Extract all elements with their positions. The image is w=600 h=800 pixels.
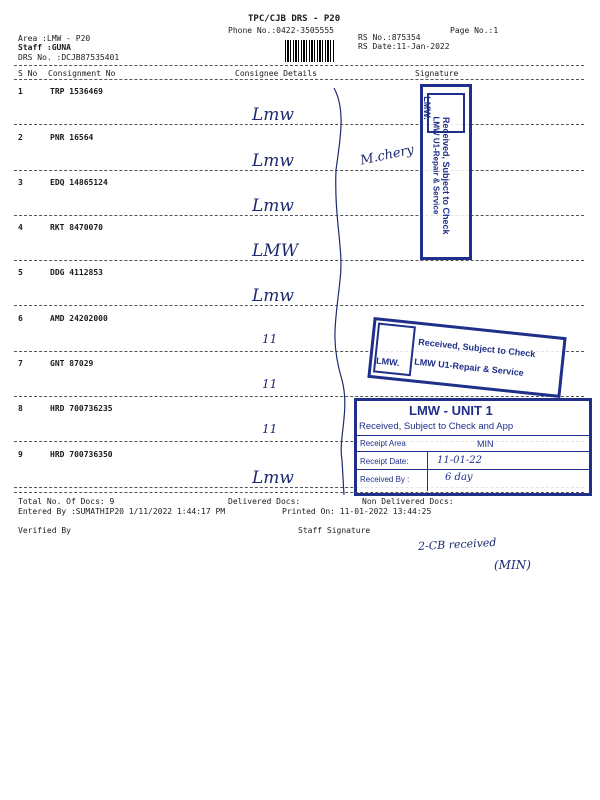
row-consignment: EDQ 14865124 bbox=[50, 178, 108, 187]
row-sno: 7 bbox=[18, 359, 23, 368]
row-handwritten-mark: 11 bbox=[262, 332, 278, 346]
row-handwritten-mark: LMW bbox=[252, 241, 299, 261]
document-title: TPC/CJB DRS - P20 bbox=[248, 14, 341, 24]
row-consignment: HRD 700736350 bbox=[50, 450, 113, 459]
row-consignment: AMD 24202000 bbox=[50, 314, 108, 323]
row-consignment: PNR 16564 bbox=[50, 133, 94, 142]
receipt-date-value: 11-01-22 bbox=[437, 455, 482, 466]
row-sno: 9 bbox=[18, 450, 23, 459]
row-handwritten-mark: 11 bbox=[262, 377, 278, 391]
row-divider bbox=[14, 305, 584, 306]
row-sno: 8 bbox=[18, 404, 23, 413]
row-handwritten-mark: 11 bbox=[262, 422, 278, 436]
row-consignment: RKT 8470070 bbox=[50, 223, 103, 232]
rs-date: RS Date:11-Jan-2022 bbox=[358, 42, 450, 51]
barcode bbox=[285, 40, 335, 62]
row-divider bbox=[14, 396, 584, 397]
row-handwritten-mark: Lmw bbox=[252, 468, 294, 488]
divider bbox=[14, 65, 584, 66]
total-docs: Total No. Of Docs: 9 bbox=[18, 497, 115, 506]
col-signature: Signature bbox=[415, 69, 459, 78]
unit-subtitle: Received, Subject to Check and App bbox=[359, 421, 514, 432]
row-handwritten-mark: Lmw bbox=[252, 151, 294, 171]
area-label: Area :LMW - P20 bbox=[18, 34, 91, 43]
unit-title: LMW - UNIT 1 bbox=[409, 403, 493, 418]
handwritten-signature: M.chery bbox=[359, 142, 416, 169]
receipt-area-label: Receipt Area bbox=[360, 439, 406, 448]
col-consignment: Consignment No bbox=[48, 69, 116, 78]
receipt-area-value: MIN bbox=[477, 439, 494, 449]
divider bbox=[14, 492, 584, 493]
stamp-logo: LMW. bbox=[421, 96, 432, 120]
staff-label: Staff :GUNA bbox=[18, 43, 71, 52]
row-divider bbox=[14, 215, 584, 216]
page-number: Page No.:1 bbox=[450, 26, 499, 35]
row-handwritten-mark: Lmw bbox=[252, 105, 294, 125]
phone-number: Phone No.:0422-3505555 bbox=[228, 26, 334, 35]
row-divider bbox=[14, 124, 584, 125]
handwritten-note: 2-CB received bbox=[417, 535, 497, 554]
verified-by: Verified By bbox=[18, 526, 71, 535]
row-sno: 2 bbox=[18, 133, 23, 142]
col-consignee: Consignee Details bbox=[235, 69, 317, 78]
row-sno: 5 bbox=[18, 268, 23, 277]
printed-on: Printed On: 11-01-2022 13:44:25 bbox=[282, 507, 432, 516]
col-sno: S No bbox=[18, 69, 38, 78]
row-divider bbox=[14, 170, 584, 171]
drs-number: DRS No. :DCJB87535401 bbox=[18, 53, 120, 62]
divider bbox=[14, 79, 584, 80]
non-delivered-docs: Non Delivered Docs: bbox=[362, 497, 454, 506]
stamp-line-1: Received, Subject to Check bbox=[441, 117, 451, 235]
stamp-logo: LMW. bbox=[375, 355, 401, 368]
received-by-value: 6 day bbox=[445, 472, 473, 483]
stamp-line-1: Received, Subject to Check bbox=[417, 336, 536, 360]
unit-stamp bbox=[354, 398, 592, 496]
row-divider bbox=[14, 260, 584, 261]
staff-signature: Staff Signature bbox=[298, 526, 371, 535]
row-consignment: TRP 1536469 bbox=[50, 87, 103, 96]
received-stamp-vertical bbox=[420, 84, 472, 260]
delivered-docs: Delivered Docs: bbox=[228, 497, 301, 506]
stamp-line-2: LMW U1-Repair & Service bbox=[413, 356, 525, 378]
row-consignment: GNT 87029 bbox=[50, 359, 94, 368]
stamp-line-2: LMW U1-Repair & Service bbox=[431, 116, 441, 215]
row-sno: 6 bbox=[18, 314, 23, 323]
row-handwritten-mark: Lmw bbox=[252, 196, 294, 216]
row-consignment: DDG 4112853 bbox=[50, 268, 103, 277]
row-sno: 4 bbox=[18, 223, 23, 232]
receipt-date-label: Receipt Date: bbox=[360, 457, 409, 466]
row-sno: 1 bbox=[18, 87, 23, 96]
entered-by: Entered By :SUMATHIP20 1/11/2022 1:44:17 PM bbox=[18, 507, 226, 516]
rs-number: RS No.:875354 bbox=[358, 33, 421, 42]
row-handwritten-mark: Lmw bbox=[252, 286, 294, 306]
row-consignment: HRD 700736235 bbox=[50, 404, 113, 413]
handwritten-note-min: (MIN) bbox=[494, 558, 531, 572]
row-sno: 3 bbox=[18, 178, 23, 187]
received-by-label: Received By : bbox=[360, 475, 410, 484]
received-stamp-middle bbox=[367, 317, 566, 398]
